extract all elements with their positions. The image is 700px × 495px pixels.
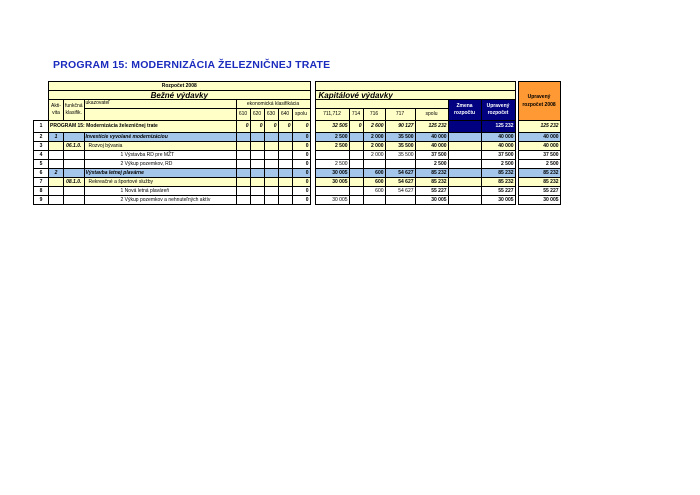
row-number: 5 <box>34 160 49 169</box>
current-expense-cell <box>236 133 250 142</box>
functional-class-cell <box>64 187 85 196</box>
capital-expense-cell: 2 500 <box>315 133 349 142</box>
capital-expense-cell: 40 000 <box>415 142 448 151</box>
current-expense-cell <box>278 151 292 160</box>
final-budget-cell: 40 000 <box>518 142 560 151</box>
capital-expense-cell: 2 600 <box>363 121 385 133</box>
current-expense-cell <box>278 196 292 205</box>
functional-class-cell: 08.1.0. <box>64 178 85 187</box>
col-620: 620 <box>250 109 264 121</box>
current-expenses-header: Bežné výdavky <box>49 91 311 100</box>
capital-expense-cell <box>349 160 363 169</box>
activity-cell <box>49 178 64 187</box>
change-header: Zmena rozpočtu <box>448 100 481 121</box>
change-cell <box>448 178 481 187</box>
change-cell <box>448 142 481 151</box>
capital-expense-cell: 85 232 <box>415 169 448 178</box>
activity-cell <box>49 160 64 169</box>
capital-expense-cell: 2 000 <box>363 151 385 160</box>
col-640: 640 <box>278 109 292 121</box>
current-expense-cell <box>250 151 264 160</box>
capital-expense-cell: 54 627 <box>385 178 415 187</box>
col-cur-total: spolu <box>292 109 310 121</box>
current-expense-cell: 0 <box>292 178 310 187</box>
col-714: 714 <box>349 109 363 121</box>
current-expense-cell <box>278 169 292 178</box>
row-number: 2 <box>34 133 49 142</box>
capital-expense-cell <box>349 169 363 178</box>
current-expense-cell <box>250 178 264 187</box>
capital-expense-cell: 35 500 <box>385 133 415 142</box>
capital-expense-cell: 54 627 <box>385 169 415 178</box>
adjusted-cell: 55 227 <box>481 187 515 196</box>
col-711-712: 711,712 <box>315 109 349 121</box>
capital-expense-cell: 30 005 <box>315 178 349 187</box>
activity-cell <box>49 151 64 160</box>
current-expense-cell: 0 <box>292 169 310 178</box>
row-label: 2 Výkup pozemkov a nehnuteľných aktív <box>84 196 236 205</box>
capital-expense-cell <box>363 196 385 205</box>
row-label: 2 Výkup pozemkov, RD <box>84 160 236 169</box>
capital-expense-cell: 2 500 <box>315 142 349 151</box>
current-expense-cell: 0 <box>292 160 310 169</box>
capital-expense-cell: 32 505 <box>315 121 349 133</box>
capital-expense-cell: 40 000 <box>415 133 448 142</box>
current-expense-cell <box>250 142 264 151</box>
current-expense-cell <box>264 133 278 142</box>
final-budget-cell: 37 500 <box>518 151 560 160</box>
row-label: 1 Výstavba RD pre MŽT <box>84 151 236 160</box>
col-cap-total: spolu <box>415 109 448 121</box>
final-budget-cell: 2 500 <box>518 160 560 169</box>
functional-class-cell <box>64 151 85 160</box>
functional-class-cell: 06.1.0. <box>64 142 85 151</box>
activity-cell: 2 <box>49 169 64 178</box>
row-label: Rozvoj bývania <box>84 142 236 151</box>
current-expense-cell <box>236 178 250 187</box>
capital-expense-cell: 55 227 <box>415 187 448 196</box>
current-expense-cell <box>278 142 292 151</box>
current-expense-cell: 0 <box>292 151 310 160</box>
capital-expense-cell <box>349 196 363 205</box>
row-label: Výstavba letnej plavárne <box>84 169 236 178</box>
col-716: 716 <box>363 109 385 121</box>
functional-class-cell <box>64 160 85 169</box>
current-expense-cell: 0 <box>264 121 278 133</box>
capital-expense-cell: 35 500 <box>385 142 415 151</box>
adjusted-cell: 30 005 <box>481 196 515 205</box>
change-cell <box>448 187 481 196</box>
final-budget-cell: 85 232 <box>518 169 560 178</box>
table-row <box>34 142 561 151</box>
activity-cell <box>49 196 64 205</box>
row-number: 9 <box>34 196 49 205</box>
capital-expense-cell: 600 <box>363 169 385 178</box>
current-expense-cell <box>264 196 278 205</box>
final-budget-cell: 125 232 <box>518 121 560 133</box>
table-row <box>34 151 561 160</box>
table-row <box>34 187 561 196</box>
col-717: 717 <box>385 109 415 121</box>
current-expense-cell: 0 <box>292 142 310 151</box>
adjusted-cell: 37 500 <box>481 151 515 160</box>
final-budget-cell: 40 000 <box>518 133 560 142</box>
activity-cell <box>49 142 64 151</box>
capital-expense-cell: 125 232 <box>415 121 448 133</box>
current-expense-cell <box>264 178 278 187</box>
row-label: Investície vyvolané modernizáciou <box>84 133 236 142</box>
functional-class-cell <box>64 169 85 178</box>
capital-expense-cell <box>349 187 363 196</box>
current-expense-cell: 0 <box>292 187 310 196</box>
capital-expense-cell: 2 000 <box>363 133 385 142</box>
current-expense-cell <box>236 142 250 151</box>
current-expense-cell: 0 <box>292 133 310 142</box>
table-row <box>34 133 561 142</box>
current-expense-cell <box>250 187 264 196</box>
table-row <box>34 196 561 205</box>
table-row <box>34 121 561 133</box>
capital-expense-cell <box>315 187 349 196</box>
capital-expense-cell: 90 127 <box>385 121 415 133</box>
change-cell <box>448 160 481 169</box>
functional-class-cell <box>64 133 85 142</box>
capital-expense-cell <box>363 160 385 169</box>
adjusted-cell: 125 232 <box>481 121 515 133</box>
activity-cell: 1 <box>49 133 64 142</box>
current-expense-cell: 0 <box>292 121 310 133</box>
current-expense-cell: 0 <box>292 196 310 205</box>
current-expense-cell: 0 <box>278 121 292 133</box>
current-expense-cell <box>250 196 264 205</box>
current-expense-cell: 0 <box>236 121 250 133</box>
capital-expense-cell: 600 <box>363 178 385 187</box>
current-expense-cell <box>236 196 250 205</box>
capital-expenses-header: Kapitálové výdavky <box>315 91 515 100</box>
current-expense-cell <box>264 142 278 151</box>
capital-expense-cell: 2 000 <box>363 142 385 151</box>
table-row <box>34 169 561 178</box>
adjusted-cell: 85 232 <box>481 169 515 178</box>
current-expense-cell <box>278 160 292 169</box>
current-expense-cell: 0 <box>250 121 264 133</box>
current-expense-cell <box>250 160 264 169</box>
capital-expense-cell: 30 005 <box>315 196 349 205</box>
adjusted-cell: 85 232 <box>481 178 515 187</box>
capital-expense-cell: 600 <box>363 187 385 196</box>
current-expense-cell <box>236 187 250 196</box>
capital-expense-cell: 2 500 <box>415 160 448 169</box>
current-expense-cell <box>236 169 250 178</box>
capital-expense-cell <box>349 142 363 151</box>
capital-expense-cell: 0 <box>349 121 363 133</box>
activity-cell <box>49 187 64 196</box>
capital-expense-cell: 35 500 <box>385 151 415 160</box>
change-cell <box>448 196 481 205</box>
current-expense-cell <box>264 151 278 160</box>
economic-class-header: ekonomická klasifikácia <box>236 100 310 109</box>
adjusted-cell: 40 000 <box>481 142 515 151</box>
current-expense-cell <box>264 187 278 196</box>
page-title: PROGRAM 15: MODERNIZÁCIA ŽELEZNIČNEJ TRATE <box>53 59 331 71</box>
final-budget-cell: 55 227 <box>518 187 560 196</box>
change-cell <box>448 151 481 160</box>
capital-expense-cell <box>315 151 349 160</box>
row-number: 8 <box>34 187 49 196</box>
budget-table <box>33 81 561 205</box>
capital-expense-cell: 54 627 <box>385 187 415 196</box>
final-budget-cell: 85 232 <box>518 178 560 187</box>
row-label: 1 Nová letná plaváreň <box>84 187 236 196</box>
change-cell <box>448 169 481 178</box>
table-row <box>34 160 561 169</box>
col-610: 610 <box>236 109 250 121</box>
activity-header: Akti-vita <box>49 100 64 121</box>
capital-expense-cell <box>385 160 415 169</box>
table-row <box>34 178 561 187</box>
change-cell <box>448 121 481 133</box>
budget-year-header: Rozpočet 2008 <box>49 82 311 91</box>
capital-expense-cell <box>385 196 415 205</box>
adjusted-header: Upravený rozpočet <box>481 100 515 121</box>
indicator-header: ukazovateľ <box>84 100 236 109</box>
col-630: 630 <box>264 109 278 121</box>
current-expense-cell <box>264 160 278 169</box>
row-number: 6 <box>34 169 49 178</box>
capital-expense-cell <box>349 178 363 187</box>
row-number: 7 <box>34 178 49 187</box>
capital-expense-cell <box>349 133 363 142</box>
current-expense-cell <box>236 151 250 160</box>
current-expense-cell <box>250 133 264 142</box>
functional-class-header: funkčná klasifik. <box>64 100 85 121</box>
row-number: 1 <box>34 121 49 133</box>
adjusted-cell: 40 000 <box>481 133 515 142</box>
current-expense-cell <box>236 160 250 169</box>
final-budget-cell: 30 005 <box>518 196 560 205</box>
current-expense-cell <box>278 178 292 187</box>
current-expense-cell <box>264 169 278 178</box>
change-cell <box>448 133 481 142</box>
current-expense-cell <box>250 169 264 178</box>
row-label: Rekreačné a športové služby <box>84 178 236 187</box>
current-expense-cell <box>278 133 292 142</box>
capital-expense-cell: 30 005 <box>415 196 448 205</box>
row-number: 4 <box>34 151 49 160</box>
functional-class-cell <box>64 196 85 205</box>
capital-expense-cell: 85 232 <box>415 178 448 187</box>
adjusted-cell: 2 500 <box>481 160 515 169</box>
capital-expense-cell <box>349 151 363 160</box>
capital-expense-cell: 30 005 <box>315 169 349 178</box>
adjusted-budget-header: Upravený rozpočet 2008 <box>518 82 560 121</box>
capital-expense-cell: 2 500 <box>315 160 349 169</box>
capital-expense-cell: 37 500 <box>415 151 448 160</box>
row-label: PROGRAM 15: Modernizácia železničnej trate <box>49 121 237 133</box>
current-expense-cell <box>278 187 292 196</box>
row-number: 3 <box>34 142 49 151</box>
